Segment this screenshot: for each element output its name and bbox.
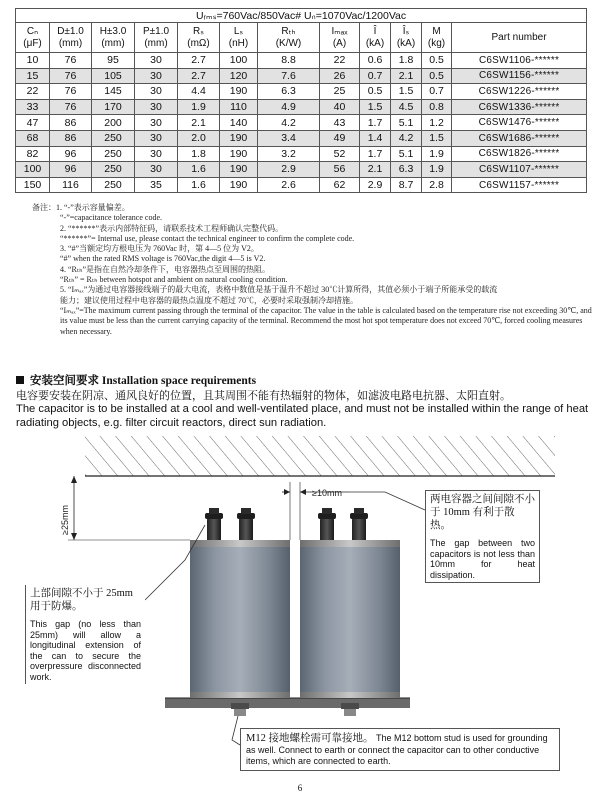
table-cell: 4.4 [178, 84, 220, 100]
part-number-cell: C6SW1826-****** [452, 146, 587, 162]
part-number-cell: C6SW1686-****** [452, 130, 587, 146]
column-header [422, 23, 452, 53]
table-row [16, 68, 587, 84]
table-cell: 116 [50, 177, 92, 193]
note-line-8: “Rₜₕ” = Rₜₕ between hotspot and ambient on natural cooling condition. [60, 275, 288, 285]
note-line-7: 4. “Rₜₕ”是指在自然冷却条件下，电容器热点至周围的热阻。 [60, 264, 271, 274]
section-title-text: 安装空间要求 Installation space requirements [30, 375, 257, 387]
table-cell: 30 [135, 84, 178, 100]
table-cell: 0.6 [360, 53, 391, 69]
table-cell: 49 [320, 130, 360, 146]
callout-right-en: The gap between two capacitors is not less than 10mm for heat dissipation. [430, 538, 535, 580]
table-cell: 5.1 [391, 146, 422, 162]
table-cell: 250 [92, 146, 135, 162]
table-cell: 1.5 [360, 99, 391, 115]
table-cell: 1.8 [391, 53, 422, 69]
table-cell: 22 [16, 84, 50, 100]
table-cell: 33 [16, 99, 50, 115]
table-cell: 8.7 [391, 177, 422, 193]
table-cell: 43 [320, 115, 360, 131]
table-cell: 2.1 [360, 162, 391, 178]
column-header-symbol: Iₘₐₓ [331, 25, 348, 37]
table-cell: 86 [50, 115, 92, 131]
section-title [16, 372, 256, 388]
callout-right-cn: 两电容器之间间隙不小于 10mm 有利于散热。 [430, 494, 535, 531]
table-cell: 0.8 [422, 99, 452, 115]
table-cell: 1.9 [422, 146, 452, 162]
table-header-row [16, 23, 587, 53]
callout-bottom-cn: M12 接地螺栓需可靠接地。 [246, 733, 374, 744]
table-cell: 30 [135, 146, 178, 162]
dimension-top-label: ≥25mm [60, 505, 70, 535]
part-number-cell: C6SW1336-****** [452, 99, 587, 115]
table-cell: 120 [220, 68, 258, 84]
table-cell: 105 [92, 68, 135, 84]
table-cell: 1.6 [178, 177, 220, 193]
callout-bottom-en: The M12 bottom stud is used for grounding as well. Connect to earth or connect the capacitor can to other conductive items, which are connected to earth. [246, 733, 548, 766]
column-header-symbol: Rₛ [193, 25, 204, 37]
table-cell: 6.3 [258, 84, 320, 100]
table-cell: 96 [50, 162, 92, 178]
table-cell: 5.1 [391, 115, 422, 131]
table-cell: 0.7 [360, 68, 391, 84]
column-header-unit: (mm) [144, 37, 168, 49]
table-cell: 190 [220, 84, 258, 100]
column-header [178, 23, 220, 53]
table-cell: 250 [92, 177, 135, 193]
table-cell: 47 [16, 115, 50, 131]
table-cell: 76 [50, 84, 92, 100]
table-cell: 190 [220, 146, 258, 162]
table-cell: 110 [220, 99, 258, 115]
capacitor-spec-table [15, 8, 587, 193]
column-header-symbol: H±3.0 [99, 25, 127, 37]
column-header [135, 23, 178, 53]
ceiling-hatch [85, 436, 555, 476]
table-cell: 2.1 [178, 115, 220, 131]
table-cell: 4.2 [258, 115, 320, 131]
table-row [16, 130, 587, 146]
column-header-symbol: Lₛ [233, 25, 244, 37]
table-cell: 200 [92, 115, 135, 131]
table-cell: 1.9 [178, 99, 220, 115]
section-text-en: The capacitor is to be installed at a cool and well-ventilated place, and must not be installed within the range of heat radiating objects, e.g. filter circuit reactors, direct sun radiation. [16, 403, 589, 429]
column-header [391, 23, 422, 53]
column-header-unit: (K/W) [275, 37, 302, 49]
column-header-unit: (μF) [23, 37, 42, 49]
table-cell: 96 [50, 146, 92, 162]
table-cell: 2.7 [178, 53, 220, 69]
table-cell: 190 [220, 177, 258, 193]
table-cell: 2.0 [178, 130, 220, 146]
table-cell: 86 [50, 130, 92, 146]
part-number-cell: C6SW1226-****** [452, 84, 587, 100]
column-header [50, 23, 92, 53]
note-line-5: 3. “#”当额定均方根电压为 760Vac 时，第 4—5 位为 V2。 [60, 244, 259, 254]
table-cell: 30 [135, 99, 178, 115]
note-line-3: 2. “******”表示内部特征码，请联系技术工程师确认完整代码。 [60, 223, 284, 233]
table-cell: 250 [92, 130, 135, 146]
dimension-top-gap [60, 476, 190, 540]
column-header-unit: (kg) [427, 37, 446, 49]
notes-block [32, 203, 592, 337]
table-cell: 0.5 [422, 53, 452, 69]
column-header-symbol: M [432, 25, 441, 37]
column-header-unit: (kA) [396, 37, 416, 49]
table-cell: 100 [220, 53, 258, 69]
table-cell: 2.6 [258, 177, 320, 193]
table-cell: 25 [320, 84, 360, 100]
square-bullet-icon [16, 376, 24, 384]
note-line-6: “#” when the rated RMS voltage is 760Vac,the digit 4—5 is V2. [60, 254, 266, 264]
table-cell: 170 [92, 99, 135, 115]
column-header-unit: (mm) [101, 37, 125, 49]
column-header [16, 23, 50, 53]
callout-top-gap [25, 585, 145, 684]
table-cell: 4.5 [391, 99, 422, 115]
table-cell: 190 [220, 162, 258, 178]
table-row [16, 177, 587, 193]
note-line-1: 备注：1. “-”表示容量偏差。 [32, 203, 130, 212]
column-header-unit: (mm) [58, 37, 83, 49]
table-cell: 1.6 [178, 162, 220, 178]
note-line-11: “Iₘₐₓ”=The maximum current passing through the terminal of the capacitor. The value in the table is calculated based on the temperature rise not exceeding 30℃, and its value must be less than the current carrying capacity of the terminal. Recommend the most hot spot temperature does not exceed 70℃, forced cooling measures when necessary. [60, 305, 592, 336]
table-cell: 30 [135, 162, 178, 178]
table-cell: 145 [92, 84, 135, 100]
table-cell: 30 [135, 130, 178, 146]
part-number-cell: C6SW1107-****** [452, 162, 587, 178]
column-header-symbol: Cₙ [26, 25, 39, 37]
column-header-unit: (nH) [228, 37, 249, 49]
column-header-symbol: P±1.0 [142, 25, 170, 37]
page-number: 6 [297, 783, 303, 793]
table-cell: 1.9 [422, 162, 452, 178]
table-row [16, 99, 587, 115]
table-cell: 1.7 [360, 146, 391, 162]
table-row [16, 53, 587, 69]
note-line-4: “******”= Internal use, please contact the technical engineer to confirm the complete code. [60, 233, 355, 243]
table-row [16, 115, 587, 131]
mounting-floor [165, 698, 410, 708]
column-header-symbol: Part number [491, 31, 547, 43]
column-header [360, 23, 391, 53]
table-cell: 150 [16, 177, 50, 193]
column-header-unit: (A) [332, 37, 347, 49]
table-cell: 0.5 [360, 84, 391, 100]
capacitor-right [300, 508, 400, 716]
column-header-symbol: Îₛ [402, 25, 410, 37]
callout-left-en: This gap (no less than 25mm) will allow a longitudinal extension of the can to secure the overpressure disconnected work. [30, 619, 141, 682]
table-cell: 3.2 [258, 146, 320, 162]
column-header-symbol: Î [373, 25, 377, 37]
table-cell: 1.8 [178, 146, 220, 162]
column-header [92, 23, 135, 53]
table-row [16, 146, 587, 162]
table-cell: 1.2 [422, 115, 452, 131]
table-cell: 26 [320, 68, 360, 84]
table-cell: 2.9 [258, 162, 320, 178]
callout-grounding [240, 728, 560, 771]
column-header-symbol: Rₜₕ [281, 25, 296, 37]
table-cell: 1.5 [422, 130, 452, 146]
column-header [320, 23, 360, 53]
table-body [16, 53, 587, 193]
capacitor-left [190, 508, 290, 716]
table-cell: 30 [135, 115, 178, 131]
table-cell: 6.3 [391, 162, 422, 178]
column-header-symbol: D±1.0 [57, 25, 84, 37]
column-header [220, 23, 258, 53]
column-header [258, 23, 320, 53]
column-header [452, 23, 587, 53]
table-cell: 100 [16, 162, 50, 178]
table-cell: 2.7 [178, 68, 220, 84]
table-cell: 95 [92, 53, 135, 69]
table-cell: 8.8 [258, 53, 320, 69]
table-row [16, 162, 587, 178]
dimension-gap-label: ≥10mm [312, 488, 342, 498]
table-cell: 56 [320, 162, 360, 178]
table-cell: 4.2 [391, 130, 422, 146]
column-header-unit: (mΩ) [187, 37, 210, 49]
table-cell: 4.9 [258, 99, 320, 115]
table-cell: 76 [50, 68, 92, 84]
table-title: Uᵣₘₛ=760Vac/850Vac# Uₙ=1070Vac/1200Vac [16, 9, 587, 23]
table-cell: 30 [135, 68, 178, 84]
table-cell: 76 [50, 53, 92, 69]
table-cell: 0.7 [422, 84, 452, 100]
table-cell: 40 [320, 99, 360, 115]
part-number-cell: C6SW1476-****** [452, 115, 587, 131]
part-number-cell: C6SW1106-****** [452, 53, 587, 69]
table-cell: 7.6 [258, 68, 320, 84]
dimension-side-gap [282, 482, 350, 540]
part-number-cell: C6SW1157-****** [452, 177, 587, 193]
table-cell: 2.8 [422, 177, 452, 193]
table-cell: 52 [320, 146, 360, 162]
table-cell: 2.9 [360, 177, 391, 193]
table-cell: 82 [16, 146, 50, 162]
callout-left-cn: 上部间隙不小于 25mm 用于防爆。 [30, 588, 133, 612]
table-cell: 190 [220, 130, 258, 146]
table-cell: 10 [16, 53, 50, 69]
table-cell: 22 [320, 53, 360, 69]
table-cell: 250 [92, 162, 135, 178]
table-row [16, 84, 587, 100]
table-cell: 35 [135, 177, 178, 193]
note-line-10: 能力；建议使用过程中电容器的最热点温度不超过 70℃，必要时采取强制冷却措施。 [60, 295, 358, 305]
callout-gap-between-caps [425, 490, 540, 583]
table-cell: 15 [16, 68, 50, 84]
table-cell: 1.4 [360, 130, 391, 146]
note-line-9: 5. “Iₘₐₓ”为通过电容器接线端子的最大电流，表格中数值是基于温升不超过 30℃计算所得，其值必须小于端子所能承受的载流 [60, 285, 498, 295]
table-cell: 76 [50, 99, 92, 115]
column-header-unit: (kA) [365, 37, 385, 49]
section-text-cn: 电容要安装在阴凉、通风良好的位置，且其周围不能有热辐射的物体，如滤波电路电抗器、太阳直射。 [16, 390, 511, 402]
part-number-cell: C6SW1156-****** [452, 68, 587, 84]
table-cell: 140 [220, 115, 258, 131]
note-line-2: “-”=capacitance tolerance code. [60, 213, 162, 223]
table-cell: 2.1 [391, 68, 422, 84]
table-cell: 1.5 [391, 84, 422, 100]
table-cell: 30 [135, 53, 178, 69]
table-cell: 1.7 [360, 115, 391, 131]
table-cell: 3.4 [258, 130, 320, 146]
table-cell: 0.5 [422, 68, 452, 84]
table-cell: 62 [320, 177, 360, 193]
table-cell: 68 [16, 130, 50, 146]
